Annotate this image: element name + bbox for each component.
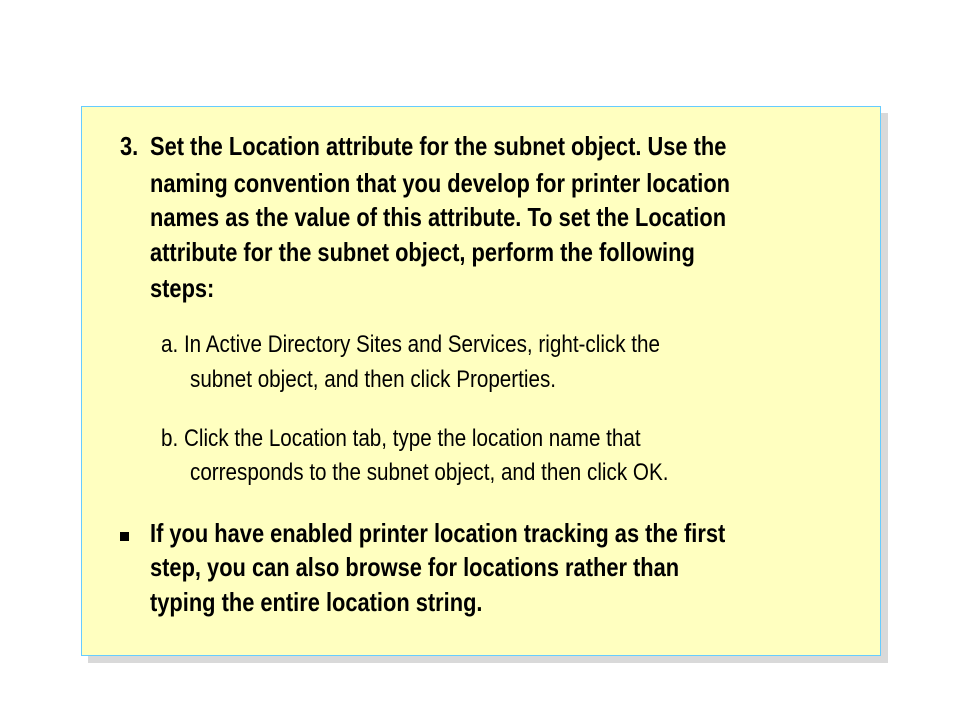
step3-line-5: steps: [150,273,215,303]
bullet-line-3: typing the entire location string. [150,587,483,617]
substep-a-line-2: subnet object, and then click Properties. [190,366,556,393]
step3-line-2: naming convention that you develop for printer location [150,168,731,198]
substep-a-line-1: a. In Active Directory Sites and Services, right-click the [161,331,660,358]
substep-b-line-2: corresponds to the subnet object, and then click OK. [190,459,669,486]
bullet-line-1: If you have enabled printer location tracking as the first [150,518,726,548]
step3-line-4: attribute for the subnet object, perform the following [150,237,695,267]
substep-b-line-1: b. Click the Location tab, type the location name that [161,425,641,452]
step-number: 3. [120,131,139,161]
bullet-line-2: step, you can also browse for locations rather than [150,552,680,582]
step3-line-1: Set the Location attribute for the subnet object. Use the [150,131,727,161]
step3-line-3: names as the value of this attribute. To set the Location [150,202,727,232]
square-bullet-icon [120,532,129,541]
